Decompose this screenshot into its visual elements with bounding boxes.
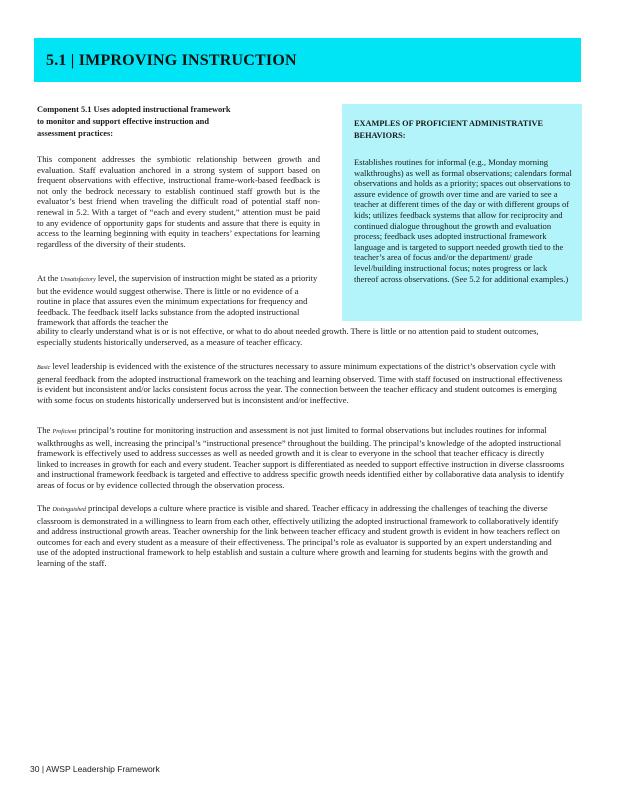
level-label-distinguished: Distinguished <box>52 507 86 513</box>
unsatisfactory-continuation: ability to clearly understand what is or is not effective, or what to do about needed growth. There is little or no attention paid to student outcomes, especially students historically underserved, as a measure of teacher efficacy. <box>37 326 539 347</box>
level-label-unsatisfactory: Unsatisfactory <box>60 277 96 283</box>
level-label-basic: Basic <box>37 365 51 371</box>
proficient-text: principal’s routine for monitoring instruction and assessment is not just limited to formal observations but includes routines for informal walkthroughs as well, increasing the principal’s “instructional presence” throughout the building. The principal’s knowledge of the adopted instructional framework is effectively used to address successes as well as needed growth and it is clear to everyone in the school that teacher efficacy is directly linked to increases in growth for each and every student. Teacher support is differentiated as needed to support effective instruction in diverse classrooms and instructional framework feedback is targeted and effective to address specific growth needs identified either by collaborative data analysis to identify areas of focus or by evidence collected through the observation process. <box>37 425 565 490</box>
section-title: 5.1 | IMPROVING INSTRUCTION <box>46 52 297 69</box>
proficient-paragraph <box>37 425 565 491</box>
unsatisfactory-paragraph <box>37 273 320 328</box>
lead-word: The <box>37 425 51 435</box>
distinguished-paragraph <box>37 503 565 569</box>
basic-text: level leadership is evidenced with the existence of the structures necessary to assure minimum expectations of the district’s observation cycle with general feedback from the adopted instructional framework on the teaching and learning observed. Time with staff focused on instructional effectiveness is evident but inconsistent and/or lacks consistent focus across the year. The connection between the teacher efficacy and student outcomes is emerging with some focus on students historically underserved but is inconsistent and/or ineffective. <box>37 361 563 405</box>
section-banner <box>34 38 581 82</box>
lead-word: The <box>37 503 51 513</box>
basic-paragraph <box>37 361 565 405</box>
intro-paragraph: This component addresses the symbiotic relationship between growth and evaluation. Staff evaluation anchored in a strong system of support based on frequent observations with effective, instructional frame-work-based feedback is not only the bedrock necessary to establish continued staff growth but is the evaluator’s best friend when traveling the difficult road of potential staff non-renewal in 5.2. With a target of “each and every student,” attention must be paid to any evidence of opportunity gaps for students and assure that there is equity in access to the learning beginning with equity in teachers’ expectations for learning regardless of the diversity of their students. <box>37 154 320 249</box>
sidebox-body: Establishes routines for informal (e.g., Monday morning walkthroughs) as well as formal observations; calendars formal observations and holds as a priority; spaces out observations to assure evidence of growth over time and are varied to see a teacher at different times of the day or with different groups of kids; utilizes feedback systems that allow for reciprocity and continued dialogue throughout the growth and evaluation process; feedback uses adopted instructional framework language and is targeted to support needed growth tied to the teacher’s area of focus and/or the department/ grade level/building instructional focus; notes progress or lack thereof across observations. (See 5.2 for additional examples.) <box>354 157 572 284</box>
unsatisfactory-text-a: level, the supervision of instruction might be stated as a priority but the evidence would suggest otherwise. There is little or no evidence of a routine in place that assures even the minimum expectations for frequency and feedback. The feedback itself lacks substance from the adopted instructional framework that affords the teacher the <box>37 273 318 328</box>
page-footer: 30 | AWSP Leadership Framework <box>30 764 160 774</box>
component-heading: Component 5.1 Uses adopted instructional framework to monitor and support effective instruction and assessment practices: <box>37 105 231 138</box>
sidebox-title: EXAMPLES OF PROFICIENT ADMINISTRATIVE BEHAVIORS: <box>354 119 544 140</box>
examples-sidebox <box>342 104 582 321</box>
distinguished-text: principal develops a culture where practice is visible and shared. Teacher efficacy in addressing the challenges of teaching the diverse classroom is demonstrated in a willingness to learn from each other, effectively utilizing the adopted instructional framework to collaboratively identify and address instructional growth areas. Teacher ownership for the link between teacher efficacy and student growth is evident in how teachers reflect on outcomes for each and every student as a measure of their effectiveness. The principal’s role as evaluator is supported by an expert understanding and use of the adopted instructional framework to help establish and sustain a culture where growth and learning for students begins with the growth and learning of the staff. <box>37 503 560 568</box>
level-label-proficient: Proficient <box>52 429 77 435</box>
lead-word: At the <box>37 273 59 283</box>
